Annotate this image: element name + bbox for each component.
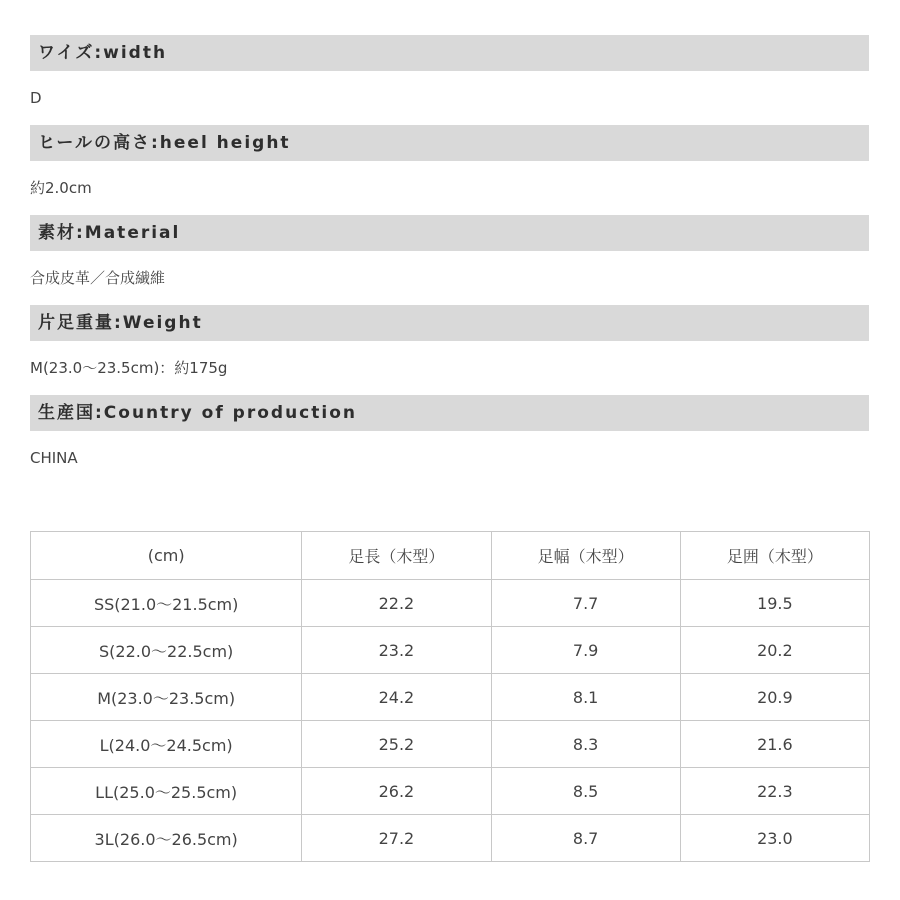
width-cell: 8.3	[491, 721, 680, 768]
spec-heading-heel-height: ヒールの高さ:heel height	[30, 125, 869, 161]
spec-value-width: D	[30, 89, 42, 107]
length-cell: 25.2	[302, 721, 491, 768]
spec-value-weight: M(23.0～23.5cm)：約175g	[30, 359, 228, 377]
spec-value-heel-height: 約2.0cm	[30, 179, 92, 197]
width-cell: 7.9	[491, 627, 680, 674]
girth-cell: 20.9	[680, 674, 869, 721]
girth-cell: 22.3	[680, 768, 869, 815]
girth-cell: 19.5	[680, 580, 869, 627]
spec-value-material: 合成皮革／合成繊維	[30, 269, 166, 287]
spec-value-country: CHINA	[30, 449, 78, 467]
size-cell: LL(25.0～25.5cm)	[31, 768, 302, 815]
size-cell: M(23.0～23.5cm)	[31, 674, 302, 721]
size-table	[30, 531, 870, 862]
spec-heading-weight: 片足重量:Weight	[30, 305, 869, 341]
table-row	[31, 815, 870, 862]
size-cell: L(24.0～24.5cm)	[31, 721, 302, 768]
length-cell: 24.2	[302, 674, 491, 721]
header-foot-width: 足幅（木型）	[491, 532, 680, 580]
size-cell: SS(21.0～21.5cm)	[31, 580, 302, 627]
width-cell: 7.7	[491, 580, 680, 627]
spec-heading-width: ワイズ:width	[30, 35, 869, 71]
table-row	[31, 721, 870, 768]
table-row	[31, 580, 870, 627]
size-cell: S(22.0～22.5cm)	[31, 627, 302, 674]
header-foot-length: 足長（木型）	[302, 532, 491, 580]
header-foot-girth: 足囲（木型）	[680, 532, 869, 580]
spec-heading-country: 生産国:Country of production	[30, 395, 869, 431]
table-header-row	[31, 532, 870, 580]
size-cell: 3L(26.0～26.5cm)	[31, 815, 302, 862]
spec-heading-material: 素材:Material	[30, 215, 869, 251]
width-cell: 8.1	[491, 674, 680, 721]
length-cell: 23.2	[302, 627, 491, 674]
girth-cell: 20.2	[680, 627, 869, 674]
width-cell: 8.7	[491, 815, 680, 862]
length-cell: 26.2	[302, 768, 491, 815]
width-cell: 8.5	[491, 768, 680, 815]
length-cell: 27.2	[302, 815, 491, 862]
size-table-header	[31, 532, 870, 580]
length-cell: 22.2	[302, 580, 491, 627]
size-table-body	[31, 580, 870, 862]
table-row	[31, 627, 870, 674]
spec-list	[30, 35, 869, 485]
table-row	[31, 768, 870, 815]
girth-cell: 23.0	[680, 815, 869, 862]
table-row	[31, 674, 870, 721]
header-unit: (cm)	[31, 532, 302, 580]
girth-cell: 21.6	[680, 721, 869, 768]
